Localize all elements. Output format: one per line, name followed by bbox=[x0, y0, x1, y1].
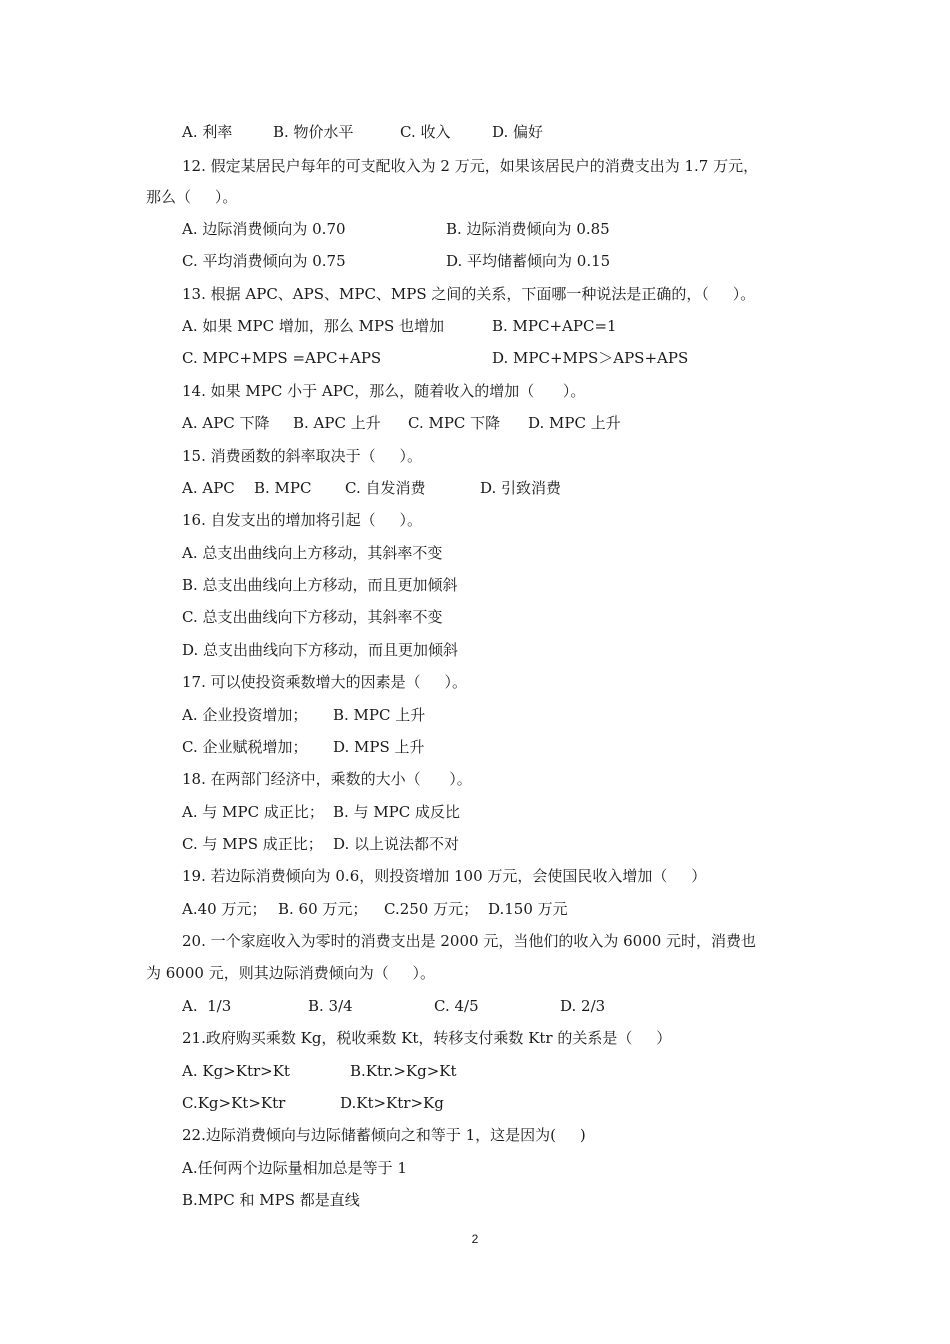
q16-option-d-part-0: D. 总支出曲线向下方移动，而且更加倾斜 bbox=[182, 641, 459, 659]
q20-options-part-0: A. 1/3 bbox=[182, 997, 232, 1015]
q17-options-ab-part-1: B. MPC 上升 bbox=[333, 706, 426, 724]
q14-options-part-3: D. MPC 上升 bbox=[528, 414, 621, 432]
q22-stem-part-0: 22.边际消费倾向与边际储蓄倾向之和等于 1，这是因为( ) bbox=[182, 1126, 586, 1144]
q20-stem-1-part-0: 20. 一个家庭收入为零时的消费支出是 2000 元，当他们的收入为 6000 元时，消费也 bbox=[182, 932, 757, 950]
q22-option-a-part-0: A.任何两个边际量相加总是等于 1 bbox=[182, 1159, 407, 1177]
q16-stem-part-0: 16. 自发支出的增加将引起（ ）。 bbox=[182, 511, 422, 529]
q19-options-part-1: B. 60 万元； bbox=[278, 900, 368, 918]
q19-stem-part-0: 19. 若边际消费倾向为 0.6，则投资增加 100 万元，会使国民收入增加（ ） bbox=[182, 867, 707, 885]
q19-options-part-3: D.150 万元 bbox=[488, 900, 568, 918]
q18-options-ab-part-0: A. 与 MPC 成正比； bbox=[182, 803, 324, 821]
q20-options-part-1: B. 3/4 bbox=[308, 997, 353, 1015]
q14-options-part-0: A. APC 下降 bbox=[182, 414, 270, 432]
q17-options-cd-part-0: C. 企业赋税增加； bbox=[182, 738, 308, 756]
q12-options-ab-part-0: A. 边际消费倾向为 0.70 bbox=[182, 220, 346, 238]
q11-options-part-3: D. 偏好 bbox=[492, 123, 544, 141]
q15-options-part-0: A. APC bbox=[182, 479, 235, 497]
q21-options-ab-part-0: A. Kg>Ktr>Kt bbox=[182, 1062, 290, 1080]
q21-options-cd-part-0: C.Kg>Kt>Ktr bbox=[182, 1094, 286, 1112]
q21-options-ab-part-1: B.Ktr.>Kg>Kt bbox=[350, 1062, 457, 1080]
q13-options-ab-part-0: A. 如果 MPC 增加，那么 MPS 也增加 bbox=[182, 317, 445, 335]
q15-options-part-1: B. MPC bbox=[254, 479, 312, 497]
q13-stem-part-0: 13. 根据 APC、APS、MPC、MPS 之间的关系，下面哪一种说法是正确的，（ ）。 bbox=[182, 285, 756, 303]
q15-options-part-3: D. 引致消费 bbox=[480, 479, 562, 497]
q21-stem-part-0: 21.政府购买乘数 Kg，税收乘数 Kt，转移支付乘数 Ktr 的关系是（ ） bbox=[182, 1029, 672, 1047]
q15-stem-part-0: 15. 消费函数的斜率取决于（ ）。 bbox=[182, 447, 422, 465]
q18-options-cd-part-1: D. 以上说法都不对 bbox=[333, 835, 460, 853]
q20-options-part-2: C. 4/5 bbox=[434, 997, 479, 1015]
q20-stem-2-part-0: 为 6000 元，则其边际消费倾向为（ ）。 bbox=[146, 964, 436, 982]
q16-option-a-part-0: A. 总支出曲线向上方移动，其斜率不变 bbox=[182, 544, 443, 562]
q11-options-part-1: B. 物价水平 bbox=[273, 123, 354, 141]
q19-options-part-0: A.40 万元； bbox=[182, 900, 267, 918]
q18-options-ab-part-1: B. 与 MPC 成反比 bbox=[333, 803, 461, 821]
q12-options-cd-part-0: C. 平均消费倾向为 0.75 bbox=[182, 252, 346, 270]
q11-options-part-0: A. 利率 bbox=[182, 123, 233, 141]
q13-options-cd-part-0: C. MPC+MPS =APC+APS bbox=[182, 349, 382, 367]
q20-options-part-3: D. 2/3 bbox=[560, 997, 606, 1015]
q12-stem-2-part-0: 那么（ ）。 bbox=[146, 188, 238, 206]
page-number: 2 bbox=[471, 1232, 479, 1246]
q14-options-part-2: C. MPC 下降 bbox=[408, 414, 501, 432]
q13-options-ab-part-1: B. MPC+APC=1 bbox=[492, 317, 617, 335]
q12-options-cd-part-1: D. 平均储蓄倾向为 0.15 bbox=[446, 252, 611, 270]
q13-options-cd-part-1: D. MPC+MPS＞APS+APS bbox=[492, 349, 689, 367]
q18-options-cd-part-0: C. 与 MPS 成正比； bbox=[182, 835, 323, 853]
q18-stem-part-0: 18. 在两部门经济中，乘数的大小（ ）。 bbox=[182, 770, 472, 788]
q17-options-cd-part-1: D. MPS 上升 bbox=[333, 738, 425, 756]
q14-stem-part-0: 14. 如果 MPC 小于 APC，那么，随着收入的增加（ ）。 bbox=[182, 382, 586, 400]
q16-option-c-part-0: C. 总支出曲线向下方移动，其斜率不变 bbox=[182, 608, 443, 626]
q21-options-cd-part-1: D.Kt>Ktr>Kg bbox=[340, 1094, 444, 1112]
q12-options-ab-part-1: B. 边际消费倾向为 0.85 bbox=[446, 220, 610, 238]
q11-options-part-2: C. 收入 bbox=[400, 123, 451, 141]
q16-option-b-part-0: B. 总支出曲线向上方移动，而且更加倾斜 bbox=[182, 576, 458, 594]
q15-options-part-2: C. 自发消费 bbox=[345, 479, 426, 497]
q19-options-part-2: C.250 万元； bbox=[384, 900, 479, 918]
q12-stem-1-part-0: 12. 假定某居民户每年的可支配收入为 2 万元，如果该居民户的消费支出为 1.7 万元， bbox=[182, 157, 759, 175]
q14-options-part-1: B. APC 上升 bbox=[293, 414, 381, 432]
q17-stem-part-0: 17. 可以使投资乘数增大的因素是（ ）。 bbox=[182, 673, 467, 691]
q22-option-b-part-0: B.MPC 和 MPS 都是直线 bbox=[182, 1191, 360, 1209]
q17-options-ab-part-0: A. 企业投资增加； bbox=[182, 706, 308, 724]
